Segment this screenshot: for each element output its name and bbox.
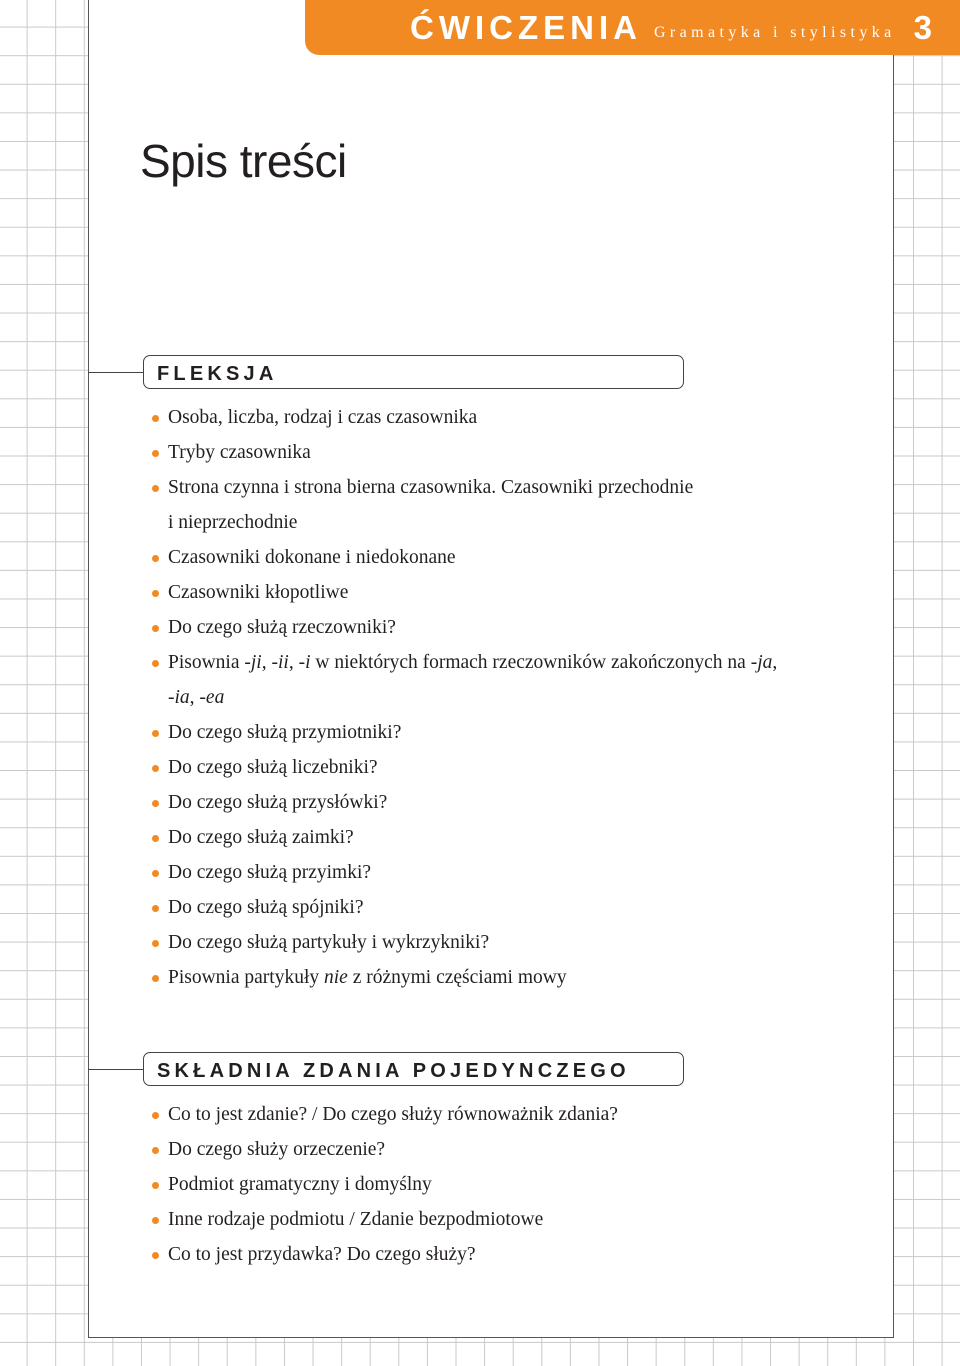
toc-item[interactable]: Do czego służą przysłówki? xyxy=(152,785,872,820)
bullet-icon xyxy=(152,415,159,422)
section-title: FLEKSJA xyxy=(157,362,278,385)
toc-item-text: Pisownia -ji, -ii, -i w niektórych formach rzeczowników zakończonych na -ja, xyxy=(168,652,778,673)
toc-item[interactable] xyxy=(152,645,872,715)
section-rule-skladnia xyxy=(88,1069,148,1070)
bullet-icon xyxy=(152,1182,159,1189)
section-title: SKŁADNIA ZDANIA POJEDYNCZEGO xyxy=(157,1059,630,1082)
toc-item[interactable]: Inne rodzaje podmiotu / Zdanie bezpodmiotowe xyxy=(152,1202,872,1237)
bullet-icon xyxy=(152,870,159,877)
bullet-icon xyxy=(152,625,159,632)
toc-item[interactable]: Co to jest zdanie? / Do czego służy równoważnik zdania? xyxy=(152,1097,872,1132)
toc-item[interactable] xyxy=(152,960,872,995)
toc-item-text: Pisownia partykuły nie z różnymi częściami mowy xyxy=(168,967,567,988)
section-heading-fleksja xyxy=(143,355,684,389)
bullet-icon xyxy=(152,1112,159,1119)
section-rule-fleksja xyxy=(88,372,148,373)
toc-item[interactable]: Do czego służą przymiotniki? xyxy=(152,715,872,750)
toc-item[interactable]: Czasowniki kłopotliwe xyxy=(152,575,872,610)
toc-item[interactable]: Czasowniki dokonane i niedokonane xyxy=(152,540,872,575)
toc-item[interactable]: Strona czynna i strona bierna czasownika. Czasowniki przechodnie i nieprzechodnie xyxy=(152,470,872,540)
toc-item[interactable]: Osoba, liczba, rodzaj i czas czasownika xyxy=(152,400,872,435)
bullet-icon xyxy=(152,485,159,492)
section-heading-skladnia xyxy=(143,1052,684,1086)
toc-item[interactable]: Podmiot gramatyczny i domyślny xyxy=(152,1167,872,1202)
bullet-icon xyxy=(152,555,159,562)
toc-list-skladnia xyxy=(152,1097,872,1272)
bullet-icon xyxy=(152,660,159,667)
bullet-icon xyxy=(152,905,159,912)
header-banner xyxy=(305,0,960,55)
bullet-icon xyxy=(152,835,159,842)
toc-item[interactable]: Do czego służą zaimki? xyxy=(152,820,872,855)
bullet-icon xyxy=(152,765,159,772)
bullet-icon xyxy=(152,1147,159,1154)
toc-item[interactable]: Do czego służą rzeczowniki? xyxy=(152,610,872,645)
bullet-icon xyxy=(152,940,159,947)
header-title: ĆWICZENIA xyxy=(409,8,642,46)
toc-item[interactable]: Do czego służą partykuły i wykrzykniki? xyxy=(152,925,872,960)
bullet-icon xyxy=(152,730,159,737)
toc-item[interactable]: Co to jest przydawka? Do czego służy? xyxy=(152,1237,872,1272)
page-title: Spis treści xyxy=(140,135,347,187)
bullet-icon xyxy=(152,1252,159,1259)
bullet-icon xyxy=(152,975,159,982)
toc-list-fleksja xyxy=(152,400,872,995)
header-subtitle: Gramatyka i stylistyka xyxy=(653,23,896,41)
page-number: 3 xyxy=(913,8,932,46)
toc-item-text: -ia, -ea xyxy=(168,687,225,708)
bullet-icon xyxy=(152,590,159,597)
bullet-icon xyxy=(152,1217,159,1224)
toc-item[interactable]: Do czego służą spójniki? xyxy=(152,890,872,925)
toc-item[interactable]: Do czego służy orzeczenie? xyxy=(152,1132,872,1167)
toc-item[interactable]: Do czego służą przyimki? xyxy=(152,855,872,890)
bullet-icon xyxy=(152,800,159,807)
bullet-icon xyxy=(152,450,159,457)
toc-item[interactable]: Do czego służą liczebniki? xyxy=(152,750,872,785)
toc-item[interactable]: Tryby czasownika xyxy=(152,435,872,470)
